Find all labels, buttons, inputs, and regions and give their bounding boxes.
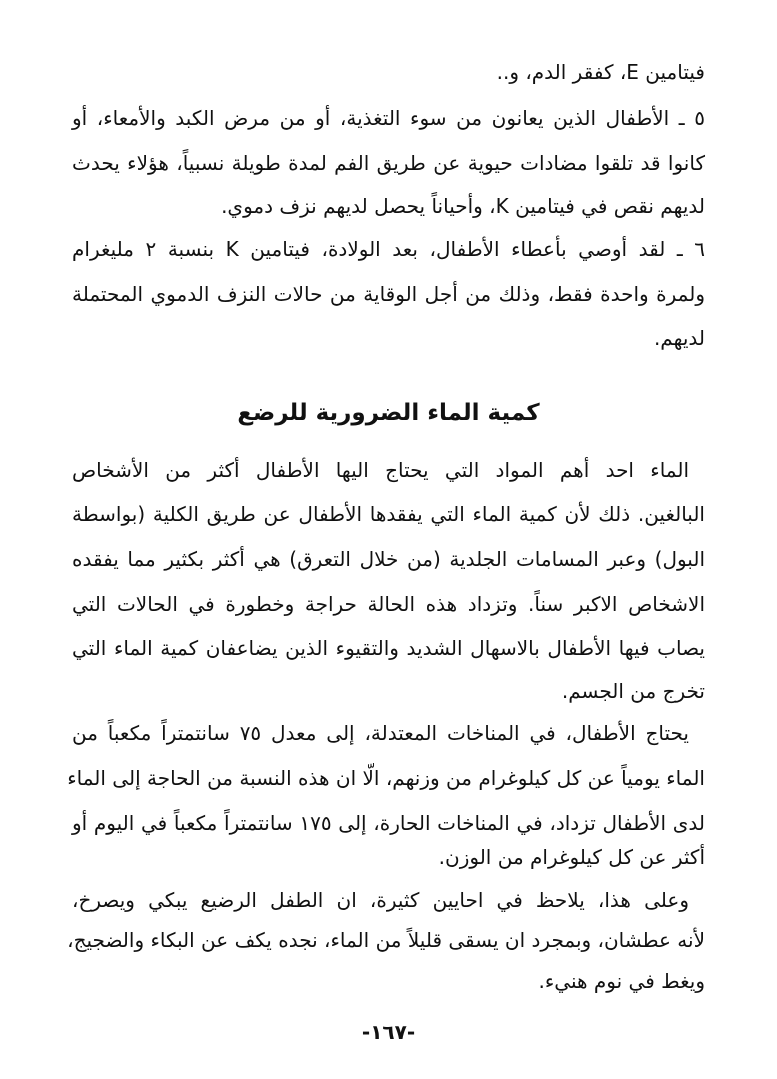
text-line: الاشخاص الاكبر سناً. وتزداد هذه الحالة حراجة وخطورة في الحالات التي — [72, 592, 705, 616]
text-line: تخرج من الجسم. — [561, 679, 705, 703]
text-line: وعلى هذا، يلاحظ في احايين كثيرة، ان الطفل الرضيع يبكي ويصرخ، — [72, 888, 689, 912]
text-line: يصاب فيها الأطفال بالاسهال الشديد والتقيوء الذين يضاعفان كمية الماء التي — [72, 636, 705, 660]
text-line: ٥ ـ الأطفال الذين يعانون من سوء التغذية، أو من مرض الكبد والأمعاء، أو — [72, 106, 705, 130]
text-line: البالغين. ذلك لأن كمية الماء التي يفقدها الأطفال عن طريق الكلية (بواسطة — [72, 502, 705, 526]
text-line: كانوا قد تلقوا مضادات حيوية عن طريق الفم لمدة طويلة نسبياً، هؤلاء يحدث — [72, 151, 705, 175]
text-line: البول) وعبر المسامات الجلدية (من خلال التعرق) هي أكثر بكثير مما يفقده — [72, 547, 705, 571]
text-line: لديهم نقص في فيتامين K، وأحياناً يحصل لديهم نزف دموي. — [221, 194, 705, 218]
text-line: الماء احد أهم المواد التي يحتاج اليها الأطفال أكثر من الأشخاص — [72, 458, 689, 482]
text-line: يحتاج الأطفال، في المناخات المعتدلة، إلى معدل ٧٥ سانتمتراً مكعباً من — [72, 721, 689, 745]
text-line: لدى الأطفال تزداد، في المناخات الحارة، إلى ١٧٥ سانتمتراً مكعباً في اليوم أو — [72, 811, 705, 835]
text-line: ٦ ـ لقد أوصي بأعطاء الأطفال، بعد الولادة، فيتامين K بنسبة ٢ مليغرام — [72, 237, 705, 261]
text-line: الماء يومياً عن كل كيلوغرام من وزنهم، الّا ان هذه النسبة من الحاجة إلى الماء — [67, 766, 705, 790]
section-heading: كمية الماء الضرورية للرضع — [237, 400, 540, 426]
text-line: أكثر عن كل كيلوغرام من الوزن. — [438, 845, 705, 869]
text-line: ولمرة واحدة فقط، وذلك من أجل الوقاية من حالات النزف الدموي المحتملة — [72, 282, 705, 306]
text-line: ويغط في نوم هنيء. — [538, 969, 705, 993]
page-number: -١٦٧- — [361, 1020, 416, 1044]
text-line: لديهم. — [653, 326, 705, 350]
text-line: لأنه عطشان، وبمجرد ان يسقى قليلاً من الماء، نجده يكف عن البكاء والضجيج، — [67, 928, 705, 952]
text-line: فيتامين E، كفقر الدم، و.. — [496, 60, 705, 84]
